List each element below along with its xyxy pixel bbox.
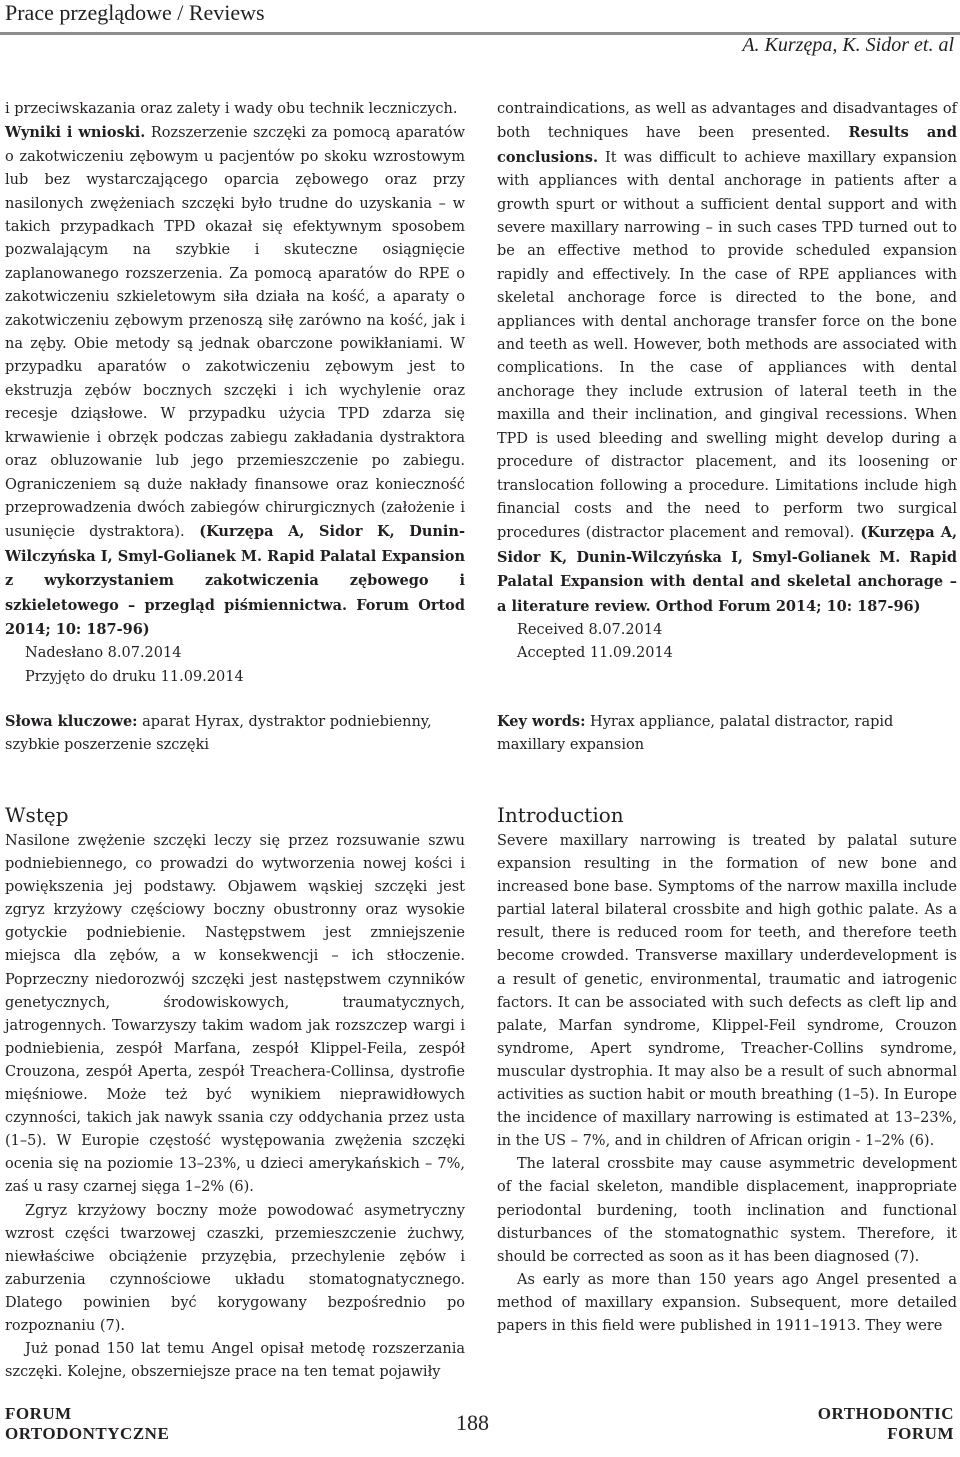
running-authors: A. Kurzępa, K. Sidor et. al: [742, 34, 954, 56]
abstract-english-results-label: Results and conclusions.: [497, 124, 957, 166]
introduction-polish-paragraph-3: Już ponad 150 lat temu Angel opisał metodę rozszerzania szczęki. Kolejne, obszerniejsze prace na ten temat pojawiły: [5, 1341, 465, 1381]
keywords-english: [497, 710, 957, 758]
abstract-polish-accepted: Przyjęto do druku 11.09.2014: [25, 668, 244, 685]
introduction-english-paragraph-3: As early as more than 150 years ago Angel presented a method of maxillary expansion. Subsequent, more detailed papers in this field were published in 1911–1913. They were: [497, 1271, 957, 1334]
abstract-english-body: [497, 98, 957, 619]
introduction-english-heading: Introduction: [497, 803, 624, 827]
abstract-polish-citation: (Kurzępa A, Sidor K, Dunin-Wilczyńska I, Smyl-Golianek M. Rapid Palatal Expansion z wykorzystaniem zakotwiczenia zębowego i szkieletowego – przegląd piśmiennictwa. Forum Ortod 2014; 10: 187-96): [5, 523, 465, 638]
keywords-english-text: Hyrax appliance, palatal distractor, rapid maxillary expansion: [497, 714, 894, 754]
abstract-polish-body: [5, 98, 465, 642]
abstract-polish-results-label: Wyniki i wnioski.: [5, 124, 146, 142]
abstract-english-intro: contraindications, as well as advantages and disadvantages of both techniques have been presented.: [497, 101, 957, 142]
introduction-polish-paragraph-2: Zgryz krzyżowy boczny może powodować asymetryczny wzrost części twarzowej czaszki, przemieszczenie żuchwy, niewłaściwe obciążenie przyzębia, przechylenie zębów i zaburzenia czynnościowe układu stomatognatycznego. Dlatego powinien być korygowany bezpośrednio po rozpoznaniu (7).: [5, 1202, 465, 1334]
abstract-english-results-text: It was difficult to achieve maxillary expansion with appliances with dental anchorage in patients after a growth spurt or without a sufficient dental support and with severe maxillary narrowing – in such cases TPD turned out to be an effective method to provide scheduled expansion rapidly and effectively. In the case of RPE appliances with skeletal anchorage force is directed to the bone, and appliances with dental anchorage transfer force on the bone and teeth as well. However, both methods are associated with complications. In the case of appliances with dental anchorage they include extrusion of lateral teeth in the maxilla and their inclination, and gingival recessions. When TPD is used bleeding and swelling might develop during a procedure of distractor placement, and its loosening or translocation following a procedure. Limitations include high financial costs and the need to perform two surgical procedures (distractor placement and removal).: [497, 149, 957, 542]
abstract-english: [497, 98, 957, 666]
introduction-polish-paragraph-1: Nasilone zwężenie szczęki leczy się przez rozsuwanie szwu podniebiennego, co prowadzi do wytworzenia nowej kości i powiększenia jej podstawy. Objawem wąskiej szczęki jest zgryz krzyżowy częściowy boczny obustronny oraz wysokie gotyckie podniebienie. Następstwem jest zmniejszenie miejsca dla zębów, a w konsekwencji – ich stłoczenie. Poprzeczny niedorozwój szczęki jest następstwem czynników genetycznych, środowiskowych, traumatycznych, jatrogennych. Towarzyszy takim wadom jak rozszczep wargi i podniebienia, zespół Marfana, zespół Klippel-Feila, zespół Crouzona, zespół Aperta, zespół Treachera-Collinsa, dystrofie mięśniowe. Może też być wynikiem nieprawidłowych czynności, takich jak nawyk ssania czy oddychania przez usta (1–5). W Europie częstość występowania zwężenia szczęki ocenia się na poziomie 13–23%, u dzieci amerykańskich – 7%, zaś u rasy czarnej sięga 1–2% (6).: [5, 833, 465, 1196]
abstract-english-citation: (Kurzępa A, Sidor K, Dunin-Wilczyńska I, Smyl-Golianek M. Rapid Palatal Expansion with dental and skeletal anchorage – a literature review. Orthod Forum 2014; 10: 187-96): [497, 524, 958, 615]
introduction-english-paragraph-2: The lateral crossbite may cause asymmetric development of the facial skeleton, mandible displacement, inappropriate periodontal burdening, tooth inclination and functional disturbances of the stomatognathic system. Therefore, it should be corrected as soon as it has been diagnosed (7).: [497, 1156, 957, 1265]
abstract-english-received: Received 8.07.2014: [517, 621, 663, 638]
keywords-polish-text: aparat Hyrax, dystraktor podniebienny, szybkie poszerzenie szczęki: [5, 714, 432, 754]
abstract-polish-received: Nadesłano 8.07.2014: [25, 645, 182, 662]
footer-right-line-2: FORUM: [887, 1424, 954, 1443]
page-number: 188: [456, 1410, 489, 1435]
introduction-english-paragraph-1: Severe maxillary narrowing is treated by palatal suture expansion resulting in the formation of new bone and increased bone base. Symptoms of the narrow maxilla include partial lateral bilateral crossbite and high gothic palate. As a result, there is reduced room for teeth, and therefore teeth become crowded. Transverse maxillary underdevelopment is a result of genetic, environmental, traumatic and iatrogenic factors. It can be associated with such defects as cleft lip and palate, Marfan syndrome, Klippel-Feil syndrome, Crouzon syndrome, Apert syndrome, Treacher-Collins syndrome, muscular dystrophia. It may also be a result of such abnormal activities as suction habit or mouth breathing (1–5). In Europe the incidence of maxillary narrowing is estimated at 13–23%, in the US – 7%, and in children of African origin - 1–2% (6).: [497, 833, 957, 1150]
abstract-polish-intro: i przeciwskazania oraz zalety i wady obu technik leczniczych.: [5, 101, 458, 117]
footer-journal-english: [818, 1404, 954, 1444]
abstract-polish: [5, 98, 465, 689]
journal-section-label: Prace przeglądowe / Reviews: [5, 0, 265, 25]
footer-journal-polish: [5, 1404, 169, 1444]
introduction-english: [497, 804, 957, 1338]
introduction-polish: [5, 804, 465, 1384]
keywords-polish: [5, 710, 465, 758]
footer-left-line-2: ORTODONTYCZNE: [5, 1424, 170, 1443]
keywords-english-label: Key words:: [497, 713, 586, 730]
keywords-polish-label: Słowa kluczowe:: [5, 713, 138, 730]
footer-right-line-1: ORTHODONTIC: [817, 1404, 954, 1423]
abstract-polish-results-text: Rozszerzenie szczęki za pomocą aparatów o zakotwiczeniu zębowym u pacjentów po skoku wzrostowym lub bez wystarczającego oparcia zębowego oraz przy nasilonych zwężeniach szczęki było trudne do uzyskania – w takich przypadkach TPD okazał się efektywnym sposobem pozwalającym na szybkie i skuteczne osiągnięcie zaplanowanego rozszerzenia. Za pomocą aparatów do RPE o zakotwiczeniu szkieletowym siła działa na kość, a aparaty o zakotwiczeniu zębowym przenoszą siłę zarówno na kość, jak i na zęby. Obie metody są jednak obarczone powikłaniami. W przypadku aparatów o zakotwiczeniu zębowym jest to ekstruzja zębów bocznych szczęki i ich wychylenie oraz recesje dziąsłowe. W przypadku użycia TPD zdarza się krwawienie i obrzęk podczas zabiegu zakładania dystraktora oraz obluzowanie lub jego przemieszczenie po zabiegu. Ograniczeniem są duże nakłady finansowe oraz konieczność przeprowadzenia dwóch zabiegów chirurgicznych (założenie i usunięcie dystraktora).: [5, 125, 465, 541]
introduction-polish-heading: Wstęp: [5, 803, 69, 827]
abstract-english-accepted: Accepted 11.09.2014: [517, 645, 673, 662]
footer-left-line-1: FORUM: [5, 1404, 72, 1423]
